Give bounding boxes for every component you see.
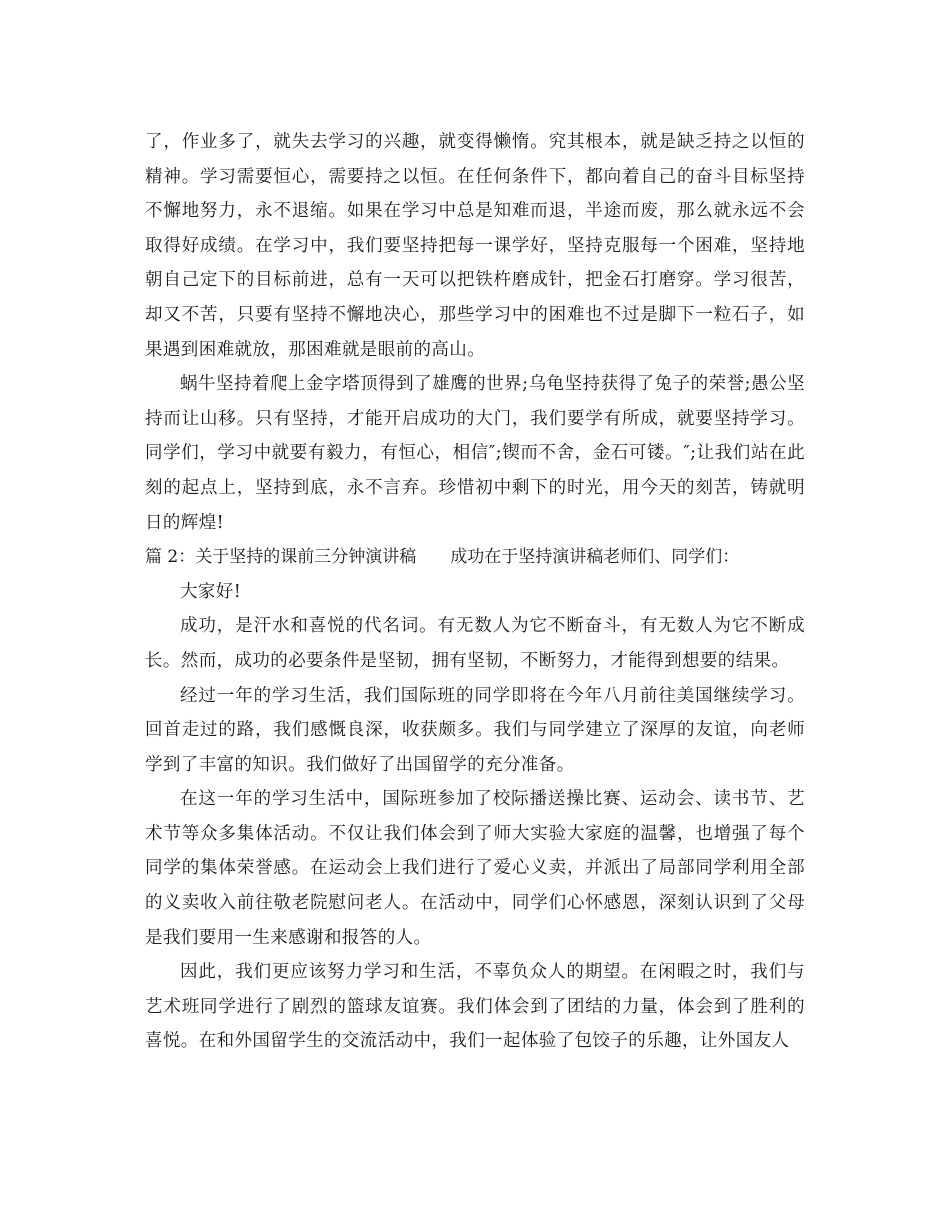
greeting: 大家好! [180,581,242,602]
paragraph-snail: 蜗牛坚持着爬上金字塔顶得到了雄鹰的世界;乌龟坚持获得了兔子的荣誉;愚公坚持而让山移。只有坚持，才能开启成功的大门，我们要学有所成，就要坚持学习。同学们，学习中就要有毅力，有恒心，相信″;锲而不舍，金石可镂。″;让我们站在此刻的起点上，坚持到底，永不言弃。珍惜初中剩下的时光，用今天的刻苦，铸就明日的辉煌! [145,374,805,533]
document-page [145,125,805,1059]
paragraph-success: 成功，是汗水和喜悦的代名词。有无数人为它不断奋斗，有无数人为它不断成长。然而，成功的必要条件是坚韧，拥有坚韧，不断努力，才能得到想要的结果。 [145,616,805,671]
paragraph-international-class: 经过一年的学习生活，我们国际班的同学即将在今年八月前往美国继续学习。回首走过的路，我们感慨良深，收获颇多。我们与同学建立了深厚的友谊，向老师学到了丰富的知识。我们做好了出国留学的充分准备。 [145,685,805,775]
paragraph-therefore: 因此，我们更应该努力学习和生活，不辜负众人的期望。在闲暇之时，我们与艺术班同学进行了剧烈的篮球友谊赛。我们体会到了团结的力量，体会到了胜利的喜悦。在和外国留学生的交流活动中，我们一起体验了包饺子的乐趣，让外国友人 [145,962,805,1052]
section-heading: 篇 2：关于坚持的课前三分钟演讲稿 成功在于坚持演讲稿老师们、同学们： [145,547,740,568]
paragraph-activities: 在这一年的学习生活中，国际班参加了校际播送操比赛、运动会、读书节、艺术节等众多集体活动。不仅让我们体会到了师大实验大家庭的温馨，也增强了每个同学的集体荣誉感。在运动会上我们进行了爱心义卖，并派出了局部同学利用全部的义卖收入前往敬老院慰问老人。在活动中，同学们心怀感恩，深刻认识到了父母是我们要用一生来感谢和报答的人。 [145,789,805,948]
paragraph-continued: 了，作业多了，就失去学习的兴趣，就变得懒惰。究其根本，就是缺乏持之以恒的精神。学习需要恒心，需要持之以恒。在任何条件下，都向着自己的奋斗目标坚持不懈地努力，永不退缩。如果在学习中总是知难而退，半途而废，那么就永远不会取得好成绩。在学习中，我们要坚持把每一课学好，坚持克服每一个困难，坚持地朝自己定下的目标前进，总有一天可以把铁杵磨成针，把金石打磨穿。学习很苦，却又不苦，只要有坚持不懈地决心，那些学习中的困难也不过是脚下一粒石子，如果遇到困难就放，那困难就是眼前的高山。 [145,132,805,360]
